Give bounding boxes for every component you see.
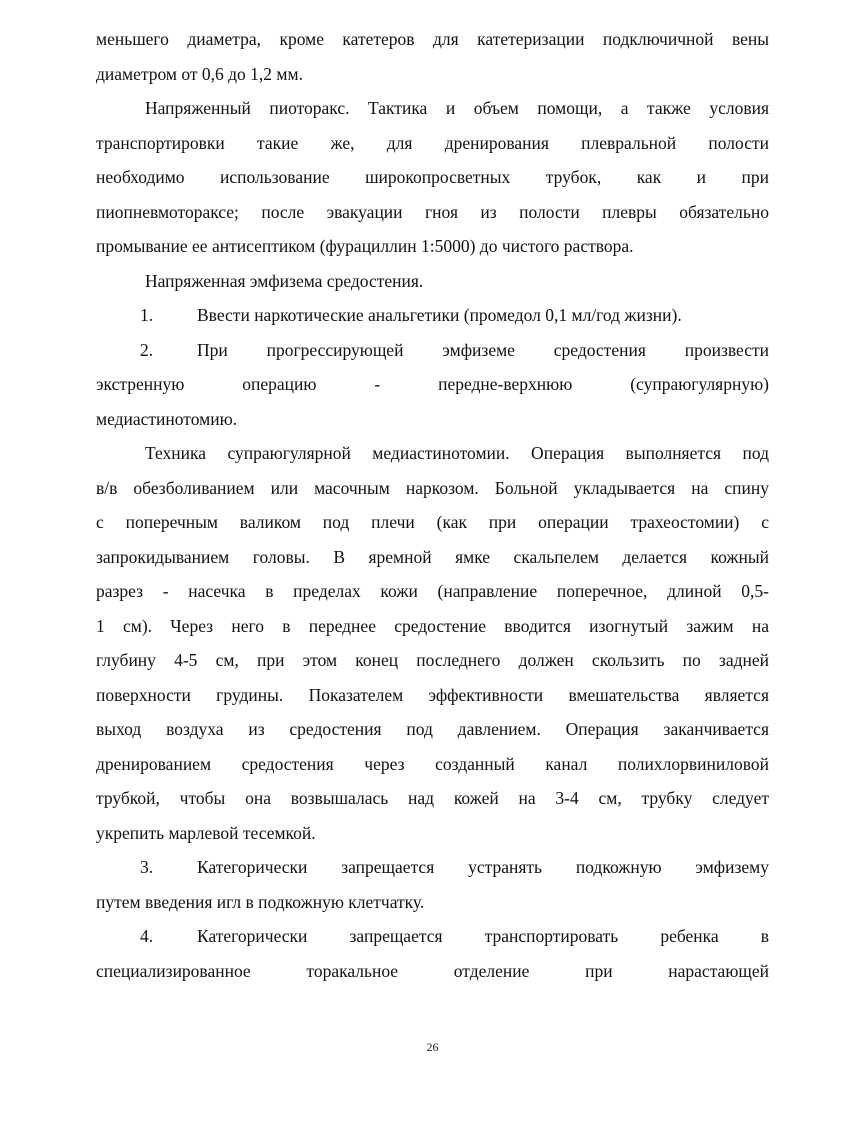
text-line: 1 см). Через него в переднее средостение вводится изогнутый зажим на bbox=[96, 615, 769, 636]
list-item-3 bbox=[96, 850, 769, 919]
text-line: экстренную операцию - передне-верхнюю (супраюгулярную) bbox=[96, 374, 769, 394]
paragraph-mediastinotomy-technique bbox=[96, 436, 769, 850]
list-item-1 bbox=[96, 298, 769, 333]
paragraph-catheter-diameter bbox=[96, 22, 769, 91]
list-item-text: Ввести наркотические анальгетики (промедол 0,1 мл/год жизни). bbox=[197, 305, 682, 325]
section-heading-mediastinal-emphysema: Напряженная эмфизема средостения. bbox=[145, 270, 424, 291]
text-line: дренированием средостения через созданный канал полихлорвиниловой bbox=[96, 753, 769, 774]
text-line: специализированное торакальное отделение при нарастающей bbox=[96, 960, 769, 981]
list-item-number: 4. bbox=[140, 926, 154, 946]
text-line: глубину 4-5 см, при этом конец последнего должен скользить по задней bbox=[96, 650, 769, 670]
text-line: промывание ее антисептиком (фурациллин 1:5000) до чистого раствора. bbox=[96, 236, 634, 256]
list-item-number: 2. bbox=[140, 339, 154, 360]
paragraph-pyothorax bbox=[96, 91, 769, 264]
text-line: пиопневмотораксе; после эвакуации гноя из полости плевры обязательно bbox=[96, 201, 769, 222]
text-line: запрокидыванием головы. В яремной ямке скальпелем делается кожный bbox=[96, 546, 769, 567]
text-line: с поперечным валиком под плечи (как при операции трахеостомии) с bbox=[96, 512, 769, 532]
text-line: Техника супраюгулярной медиастинотомии. Операция выполняется под bbox=[145, 443, 769, 463]
list-item-number: 3. bbox=[140, 857, 154, 877]
text-line: разрез - насечка в пределах кожи (направление поперечное, длиной 0,5- bbox=[96, 581, 769, 601]
text-line: меньшего диаметра, кроме катетеров для катетеризации подключичной вены bbox=[96, 29, 769, 49]
text-line: транспортировки такие же, для дренирования плевральной полости bbox=[96, 132, 769, 153]
list-item-number: 1. bbox=[140, 305, 154, 325]
text-line: трубкой, чтобы она возвышалась над кожей на 3-4 см, трубку следует bbox=[96, 788, 769, 808]
text-line: выход воздуха из средостения под давлением. Операция заканчивается bbox=[96, 719, 769, 739]
text-line: необходимо использование широкопросветных трубок, как и при bbox=[96, 167, 769, 187]
list-item-text: При прогрессирующей эмфиземе средостения произвести bbox=[197, 339, 769, 360]
list-item-text: Категорически запрещается устранять подкожную эмфизему bbox=[197, 857, 769, 877]
text-line: поверхности грудины. Показателем эффективности вмешательства является bbox=[96, 684, 769, 705]
text-line: Напряженный пиоторакс. Тактика и объем помощи, а также условия bbox=[145, 98, 769, 118]
text-line: диаметром от 0,6 до 1,2 мм. bbox=[96, 63, 303, 84]
page-number: 26 bbox=[426, 1040, 439, 1054]
document-body bbox=[96, 22, 769, 988]
text-line: укрепить марлевой тесемкой. bbox=[96, 822, 316, 843]
text-line: в/в обезболиванием или масочным наркозом. Больной укладывается на спину bbox=[96, 477, 769, 498]
text-line: путем введения игл в подкожную клетчатку. bbox=[96, 891, 425, 912]
list-item-2 bbox=[96, 333, 769, 437]
list-item-text: Категорически запрещается транспортировать ребенка в bbox=[197, 926, 769, 946]
list-item-4 bbox=[96, 919, 769, 988]
text-line: медиастинотомию. bbox=[96, 408, 238, 429]
